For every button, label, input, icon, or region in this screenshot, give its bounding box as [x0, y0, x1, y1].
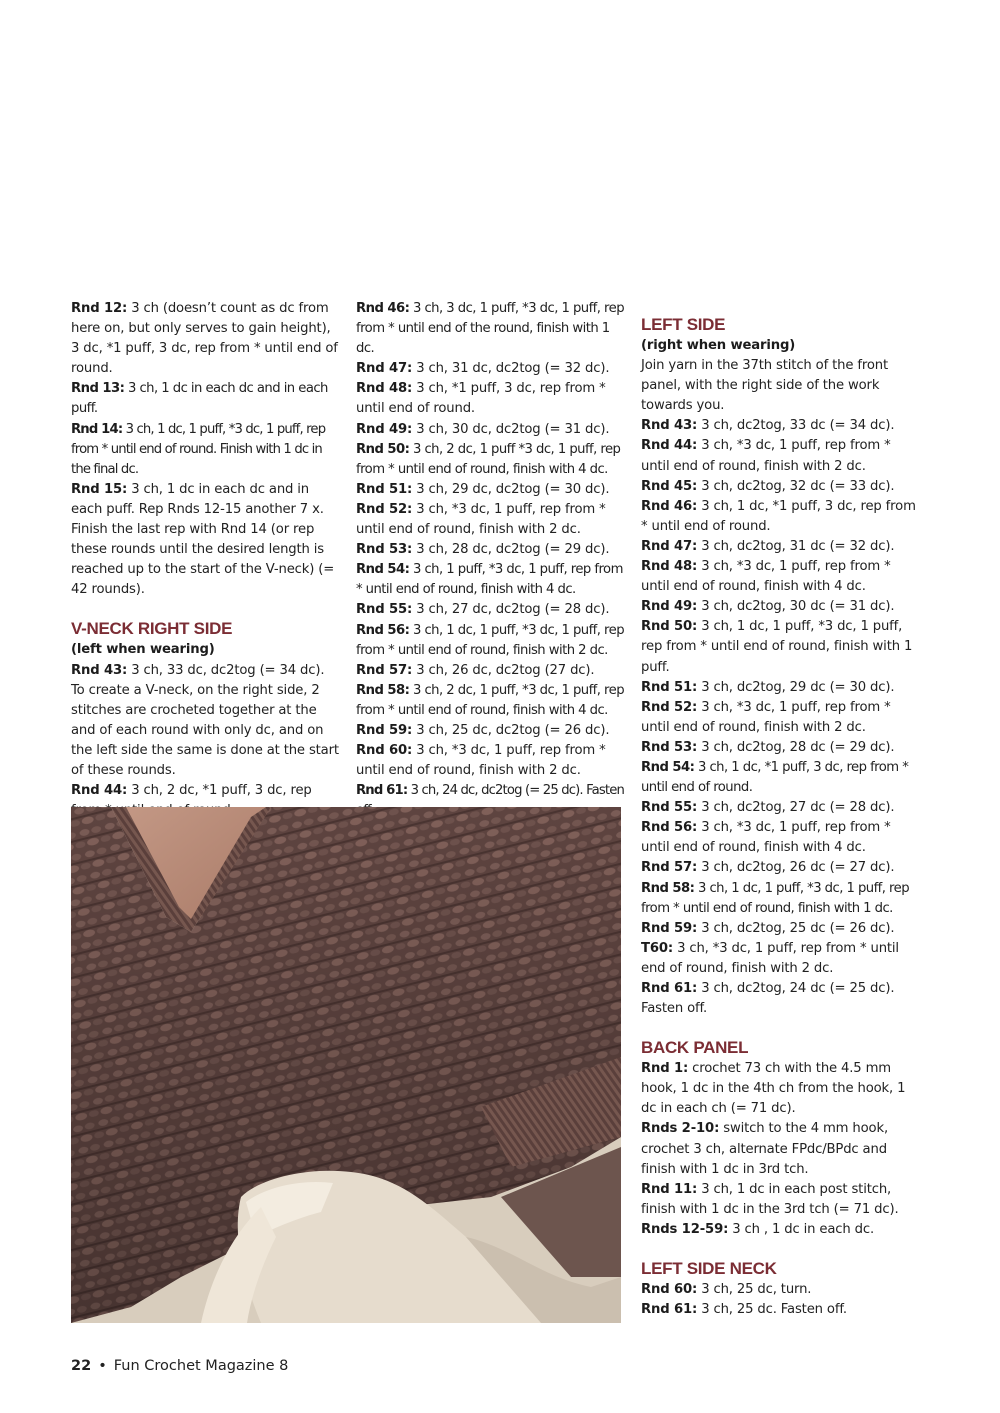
pattern-row: Rnd 57: 3 ch, dc2tog, 26 dc (= 27 dc). [641, 860, 895, 876]
pattern-row: Rnd 51: 3 ch, 29 dc, dc2tog (= 30 dc). [356, 481, 610, 497]
pattern-row: Rnd 49: 3 ch, dc2tog, 30 dc (= 31 dc). [641, 599, 895, 615]
pattern-row: Rnd 48: 3 ch, *3 dc, 1 puff, rep from * until end of round, finish with 4 dc. [641, 559, 891, 595]
section-subheading: (left when wearing) [71, 642, 215, 658]
pattern-row: Rnd 47: 3 ch, dc2tog, 31 dc (= 32 dc). [641, 538, 895, 554]
pattern-row: Rnds 2-10: switch to the 4 mm hook, crochet 3 ch, alternate FPdc/BPdc and finish with 1 dc in 3rd tch. [641, 1121, 888, 1177]
sweater-photo [71, 807, 621, 1323]
pattern-row: Rnd 53: 3 ch, dc2tog, 28 dc (= 29 dc). [641, 739, 895, 755]
pattern-row: Rnds 12-59: 3 ch , 1 dc in each dc. [641, 1221, 875, 1237]
pattern-row: Rnd 11: 3 ch, 1 dc in each post stitch, finish with 1 dc in the 3rd tch (= 71 dc). [641, 1181, 899, 1217]
pattern-row: T60: 3 ch, *3 dc, 1 puff, rep from * until end of round, finish with 2 dc. [641, 940, 899, 976]
pattern-row: Rnd 52: 3 ch, *3 dc, 1 puff, rep from * until end of round, finish with 2 dc. [356, 501, 606, 538]
pattern-row: Rnd 55: 3 ch, 27 dc, dc2tog (= 28 dc). [356, 602, 610, 618]
pattern-row: Rnd 54: 3 ch, 1 puff, *3 dc, 1 puff, rep from * until end of round, finish with 4 dc. [356, 562, 623, 598]
pattern-row: Rnd 50: 3 ch, 1 dc, 1 puff, *3 dc, 1 puff, rep from * until end of round, finish with 1 puff. [641, 619, 913, 675]
pattern-row: Rnd 59: 3 ch, dc2tog, 25 dc (= 26 dc). [641, 920, 895, 936]
section-heading-vneck-right: V-NECK RIGHT SIDE [71, 619, 233, 639]
pattern-row: Rnd 55: 3 ch, dc2tog, 27 dc (= 28 dc). [641, 800, 895, 816]
pattern-row: Rnd 60: 3 ch, *3 dc, 1 puff, rep from * until end of round, finish with 2 dc. [356, 743, 606, 779]
pattern-row: Rnd 13: 3 ch, 1 dc in each dc and in each puff. [71, 381, 328, 417]
section-heading-back-panel: BACK PANEL [641, 1038, 749, 1058]
section-subheading: (right when wearing) [641, 338, 796, 353]
pattern-column-3 [641, 314, 916, 1320]
pattern-row: Rnd 1: crochet 73 ch with the 4.5 mm hook, 1 dc in the 4th ch from the hook, 1 dc in each ch (= 71 dc). [641, 1061, 906, 1117]
pattern-row: Rnd 54: 3 ch, 1 dc, *1 puff, 3 dc, rep from * until end of round. [641, 759, 909, 796]
pattern-column-2 [356, 299, 631, 821]
pattern-row: Rnd 61: 3 ch, 24 dc, dc2tog (= 25 dc). Fasten [356, 783, 624, 799]
pattern-row: Rnd 14: 3 ch, 1 dc, 1 puff, *3 dc, 1 puff, rep from * until end of round. Finish with 1 dc in the final dc. [71, 421, 326, 477]
page-footer [71, 1358, 288, 1374]
pattern-row: Rnd 43: 3 ch, 33 dc, dc2tog (= 34 dc). To create a V-neck, on the right side, 2 stitches are crocheted together at the and of each round with only dc, and on the left side the same is done at the start of these rounds. [71, 662, 339, 778]
pattern-row: Rnd 44: 3 ch, 2 dc, *1 puff, 3 dc, rep [71, 783, 312, 799]
pattern-row: Rnd 46: 3 ch, 1 dc, *1 puff, 3 dc, rep from * until end of round. [641, 498, 916, 534]
pattern-row: Rnd 58: 3 ch, 1 dc, 1 puff, *3 dc, 1 puff, rep from * until end of round, finish with 1 dc. [641, 880, 910, 916]
pattern-row: Rnd 56: 3 ch, 1 dc, 1 puff, *3 dc, 1 puff, rep from * until end of round, finish with 2 dc. [356, 622, 625, 658]
pattern-column-1 [71, 299, 341, 841]
pattern-intro: Join yarn in the 37th stitch of the front panel, with the right side of the work towards you. [641, 358, 888, 414]
pattern-row: Rnd 53: 3 ch, 28 dc, dc2tog (= 29 dc). [356, 542, 610, 558]
pattern-row: Rnd 61: 3 ch, 25 dc. Fasten off. [641, 1302, 847, 1318]
pattern-row: Rnd 45: 3 ch, dc2tog, 32 dc (= 33 dc). [641, 478, 895, 494]
pattern-row: Rnd 15: 3 ch, 1 dc in each dc and in each puff. Rep Rnds 12-15 another 7 x. Finish the last rep with Rnd 14 (or rep these rounds until the desired length is reached up to the start of the V-neck) (= 42 rounds). [71, 481, 335, 598]
pattern-row: Rnd 58: 3 ch, 2 dc, 1 puff, *3 dc, 1 puff, rep from * until end of round, finish with 4 dc. [356, 682, 625, 718]
section-heading-left-side: LEFT SIDE [641, 315, 726, 334]
pattern-row: Rnd 49: 3 ch, 30 dc, dc2tog (= 31 dc). [356, 421, 610, 437]
pattern-row: Rnd 52: 3 ch, *3 dc, 1 puff, rep from * until end of round, finish with 2 dc. [641, 699, 891, 735]
pattern-row: Rnd 47: 3 ch, 31 dc, dc2tog (= 32 dc). [356, 361, 610, 377]
pattern-row: Rnd 43: 3 ch, dc2tog, 33 dc (= 34 dc). [641, 418, 895, 434]
pattern-row: Rnd 60: 3 ch, 25 dc, turn. [641, 1282, 812, 1298]
pattern-row: Rnd 56: 3 ch, *3 dc, 1 puff, rep from * until end of round, finish with 4 dc. [641, 820, 891, 856]
pattern-row: Rnd 61: 3 ch, dc2tog, 24 dc (= 25 dc). Fasten off. [641, 981, 895, 1017]
pattern-row: Rnd 59: 3 ch, 25 dc, dc2tog (= 26 dc). [356, 722, 610, 738]
pattern-row: Rnd 48: 3 ch, *1 puff, 3 dc, rep from * until end of round. [356, 381, 606, 417]
magazine-title: Fun Crochet Magazine 8 [113, 1358, 289, 1374]
pattern-row: Rnd 46: 3 ch, 3 dc, 1 puff, *3 dc, 1 puff, rep from * until end of the round, finish with 1 dc. [356, 301, 625, 357]
pattern-row: Rnd 57: 3 ch, 26 dc, dc2tog (27 dc). [356, 662, 595, 678]
pattern-row: Rnd 50: 3 ch, 2 dc, 1 puff *3 dc, 1 puff, rep from * until end of round, finish with 4 dc. [356, 441, 621, 477]
pattern-row: Rnd 44: 3 ch, *3 dc, 1 puff, rep from * until end of round, finish with 2 dc. [641, 438, 891, 474]
pattern-row: Rnd 12: 3 ch (doesn’t count as dc from here on, but only serves to gain height), 3 dc, *1 puff, 3 dc, rep from * until end of round. [71, 301, 338, 377]
sweater-illustration [71, 807, 621, 1323]
footer-separator: • [98, 1358, 107, 1374]
page-number: 22 [71, 1358, 92, 1374]
section-heading-left-side-neck: LEFT SIDE NECK [641, 1259, 777, 1279]
pattern-row: Rnd 51: 3 ch, dc2tog, 29 dc (= 30 dc). [641, 679, 895, 695]
